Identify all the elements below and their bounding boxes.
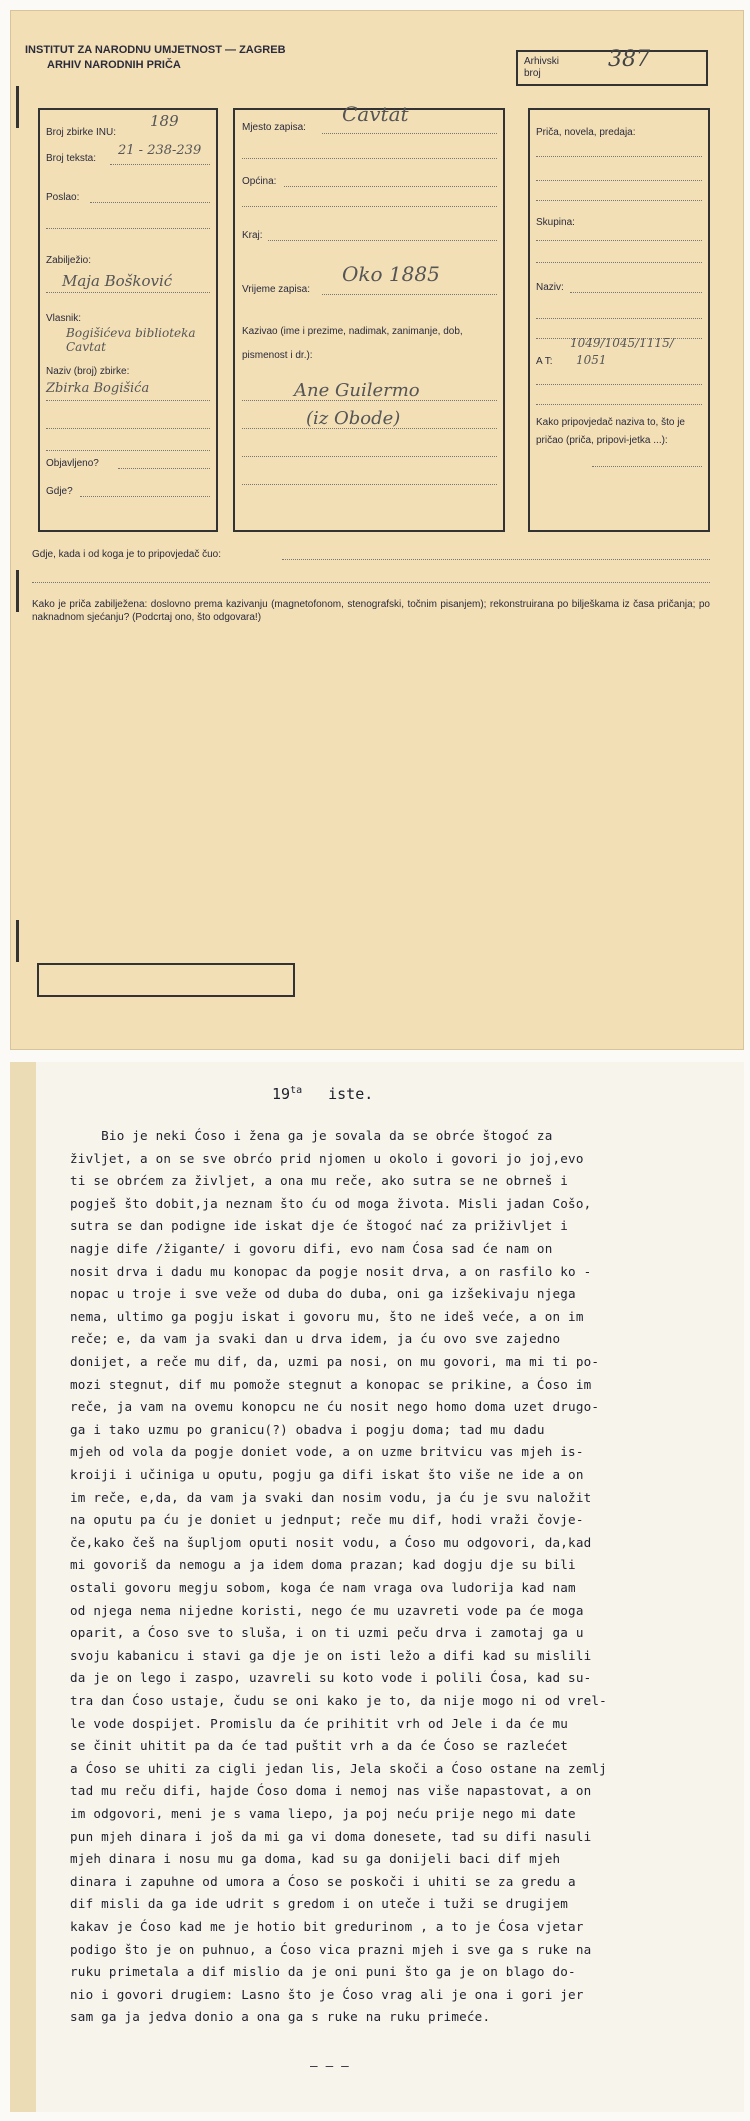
place-label: Mjesto zapisa: — [242, 122, 306, 133]
narrator-value-name: Ane Guilermo — [294, 380, 420, 401]
story-line: mozi stegnut, dif mu pomože stegnut a konopac se prikine, a Ćoso im — [70, 1376, 592, 1392]
story-line: im odgovori, meni je s vama liepo, ja poj neću prije nego mi date — [70, 1806, 576, 1821]
published-label: Objavljeno? — [46, 458, 99, 469]
story-line: ostali govoru megju sobom, koga će nam vraga ova ludorija kad nam — [70, 1580, 576, 1595]
story-line: a Ćoso se uhiti za cigli jedan lis, Jela skoči a Ćoso ostane na zemlj — [70, 1760, 607, 1776]
story-line: da je on lego i zaspo, uzavreli su koto vode i polili Ćosa, kad su- — [70, 1670, 592, 1686]
story-line: ga i tako uzmu po granicu(?) obadva i pogju doma; tad mu dadu — [70, 1421, 545, 1437]
collection-name-label: Naziv (broj) zbirke: — [46, 366, 130, 377]
story-line: le vode dospijet. Promislu da će prihitit vrh od Jele i da će mu — [70, 1715, 569, 1731]
story-line: im reče, e,da, da vam ja svaki dan nosim vodu, ja ću je svu naložit — [70, 1489, 592, 1505]
margin-bar — [16, 570, 19, 612]
margin-bar — [16, 920, 19, 962]
story-type-label: Priča, novela, predaja: — [536, 127, 636, 138]
story-line: kakav je Ćoso kad me je hotio bit gredurinom , a to je Ćosa vjetar — [70, 1919, 584, 1934]
where-label: Gdje? — [46, 486, 73, 497]
at-index-label: A T: — [536, 356, 553, 367]
place-value: Cavtat — [342, 102, 409, 126]
archive-name: ARHIV NARODNIH PRIČA — [47, 59, 181, 71]
story-line: nema, ultimo ga pogju iskat i govoru mu, što ne ideš veće, a on im — [70, 1308, 584, 1324]
story-line: dinara i zapuhne od umora a Ćoso se poskoči i uhiti se za gredu a — [70, 1873, 576, 1889]
story-number: 19 — [272, 1085, 291, 1103]
owner-value: Bogišićeva biblioteka Cavtat — [66, 326, 196, 354]
group-label: Skupina: — [536, 217, 575, 228]
story-line: oparit, a Ćoso sve to sluša, i on ti uzmi peču drva i zamotaj ga u — [70, 1625, 584, 1641]
at-index-value-2: 1051 — [576, 353, 607, 367]
story-line: nopac u troje i sve veže od duba do duba, oni ga izšekivaju njega — [70, 1286, 576, 1302]
story-line: mjeh dinara i nosu mu ga doma, kad su ga donijeli baci dif mjeh — [70, 1851, 561, 1867]
margin-bar — [16, 86, 19, 128]
story-title-text: iste. — [328, 1085, 374, 1103]
sender-label: Poslao: — [46, 192, 80, 203]
collection-number-value: 189 — [150, 112, 179, 130]
story-line: na oputu pa ću je doniet u jednput; reče mu dif, hodi vraži čovje- — [70, 1512, 584, 1528]
municipality-label: Općina: — [242, 176, 277, 187]
institute-name: INSTITUT ZA NARODNU UMJETNOST — ZAGREB — [25, 44, 286, 56]
story-line: tra dan Ćoso ustaje, čudu se oni kako je to, da nije mogo ni od vrel- — [70, 1693, 607, 1708]
archive-number-label: Arhivski broj — [524, 56, 560, 79]
text-number-label: Broj teksta: — [46, 153, 97, 164]
story-line: nagje dife /žigante/ i govoru difi, evo nam Ćosa sad će nam on — [70, 1241, 553, 1256]
story-number-suffix: ta — [290, 1085, 303, 1096]
recorder-label: Zabilježio: — [46, 255, 92, 266]
collection-number-label: Broj zbirke INU: — [46, 127, 117, 138]
source-question: Gdje, kada i od koga je to pripovjedač čuo: — [32, 549, 222, 560]
story-title — [272, 1085, 373, 1103]
story-line: kroiji i učiniga u oputu, pogju ga difi iskat što više ne ide a on — [70, 1467, 584, 1482]
owner-label: Vlasnik: — [46, 313, 82, 324]
text-number-value: 21 - 238-239 — [118, 143, 202, 158]
narrator-label: Kazivao (ime i prezime, nadimak, zanimanje, dob, pismenost i dr.): — [242, 326, 463, 361]
story-line: reče, ja vam na ovemu konopcu ne ću nosit nego homo doma uzet drugo- — [70, 1399, 600, 1415]
story-line: nio i govori drugiem: Lasno što je Ćoso vrag ali je ona i gori jer — [70, 1986, 584, 2002]
story-name-label: Naziv: — [536, 282, 564, 293]
story-line: reče; e, da vam ja svaki dan u drva idem, ja ću ovo sve zajedno — [70, 1331, 561, 1347]
end-mark: — — — — [310, 2058, 349, 2073]
right-info-box — [528, 108, 710, 532]
collection-name-value: Zbirka Bogišića — [46, 381, 150, 396]
recorder-value: Maja Bošković — [62, 272, 173, 290]
recording-method-question: Kako je priča zabilježena: doslovno prema kazivanju (magnetofonom, stenografski, točnim pisanjem); rekonstruirana po bilješkama iz časa pričanja; po naknadnom sjećanju? (Podcrtaj ono, što odgovara!) — [32, 599, 710, 623]
story-line: življet, a on se sve obrćo prid njomen u okolo i govori jo joj,evo — [70, 1150, 584, 1166]
story-line: mi govoriš da nemogu a ja idem doma prazan; kad dogju dje su bili — [70, 1557, 576, 1573]
story-line: mjeh od vola da pogje doniet vode, a on uzme britvicu vas mjeh is- — [70, 1444, 584, 1460]
narrator-value-origin: (iz Obode) — [306, 408, 401, 429]
story-line: ruku primetala a dif mislio da je oni puni što ga je on blago do- — [70, 1964, 576, 1980]
story-line: dif misli da ga ide udrit s gredom i on uteče i tuži se drugijem — [70, 1896, 569, 1912]
story-line: če,kako češ na šupljom oputi nosit vodu, a Ćoso mu odgovori, da,kad — [70, 1534, 592, 1550]
story-line: ti se obrćem za življet, a ona mu reče, ako sutra se ne obrneš i — [70, 1173, 569, 1189]
region-label: Kraj: — [242, 230, 263, 241]
story-line: pun mjeh dinara i još da mi ga vi doma donesete, tad su difi nasuli — [70, 1828, 592, 1844]
story-line: sutra se dan podigne ide iskat dje će štogoć nać za priživljet i — [70, 1218, 569, 1234]
narrator-term-label: Kako pripovjedač naziva to, što je pričao (priča, pripovi-jetka ...): — [536, 417, 685, 446]
at-index-value-1: 1049/1045/1115/ — [570, 336, 674, 350]
story-line: podigo što je on puhnuo, a Ćoso vica prazni mjeh i sve ga s ruke na — [70, 1941, 592, 1957]
bottom-stamp-box — [37, 963, 295, 997]
story-line: svoju kabanicu i stavi ga dje je on isti ležo a difi kad su mislili — [70, 1647, 592, 1663]
story-line: sam ga ja jedva donio a ona ga s ruke na ruku primeće. — [70, 2009, 491, 2025]
archive-number-box — [516, 47, 708, 86]
story-line: Bio je neki Ćoso i žena ga je sovala da se obrće štogoć za — [70, 1128, 553, 1143]
institute-header — [25, 43, 286, 73]
story-line: od njega nema nijedne koristi, nego će mu uzavreti vode pa će moga — [70, 1602, 584, 1618]
story-line: tad mu reču difi, hajde Ćoso doma i nemoj nas više napastovat, a on — [70, 1783, 592, 1799]
story-line: pogješ što dobit,ja neznam što ću od moga života. Misli jadan Cošo, — [70, 1195, 592, 1211]
recording-time-value: Oko 1885 — [342, 262, 440, 286]
recording-time-label: Vrijeme zapisa: — [242, 284, 310, 295]
story-line: nosit drva i dadu mu konopac da pogje nosit drva, a on rasfilo ko - — [70, 1263, 592, 1279]
story-line: donijet, a reče mu dif, da, uzmi pa nosi, on mu govori, ma mi ti po- — [70, 1354, 600, 1369]
story-line: se činit uhitit pa da će tad puštit vrh a da će Ćoso se razlećet — [70, 1738, 569, 1754]
archive-number-value: 387 — [608, 47, 650, 72]
